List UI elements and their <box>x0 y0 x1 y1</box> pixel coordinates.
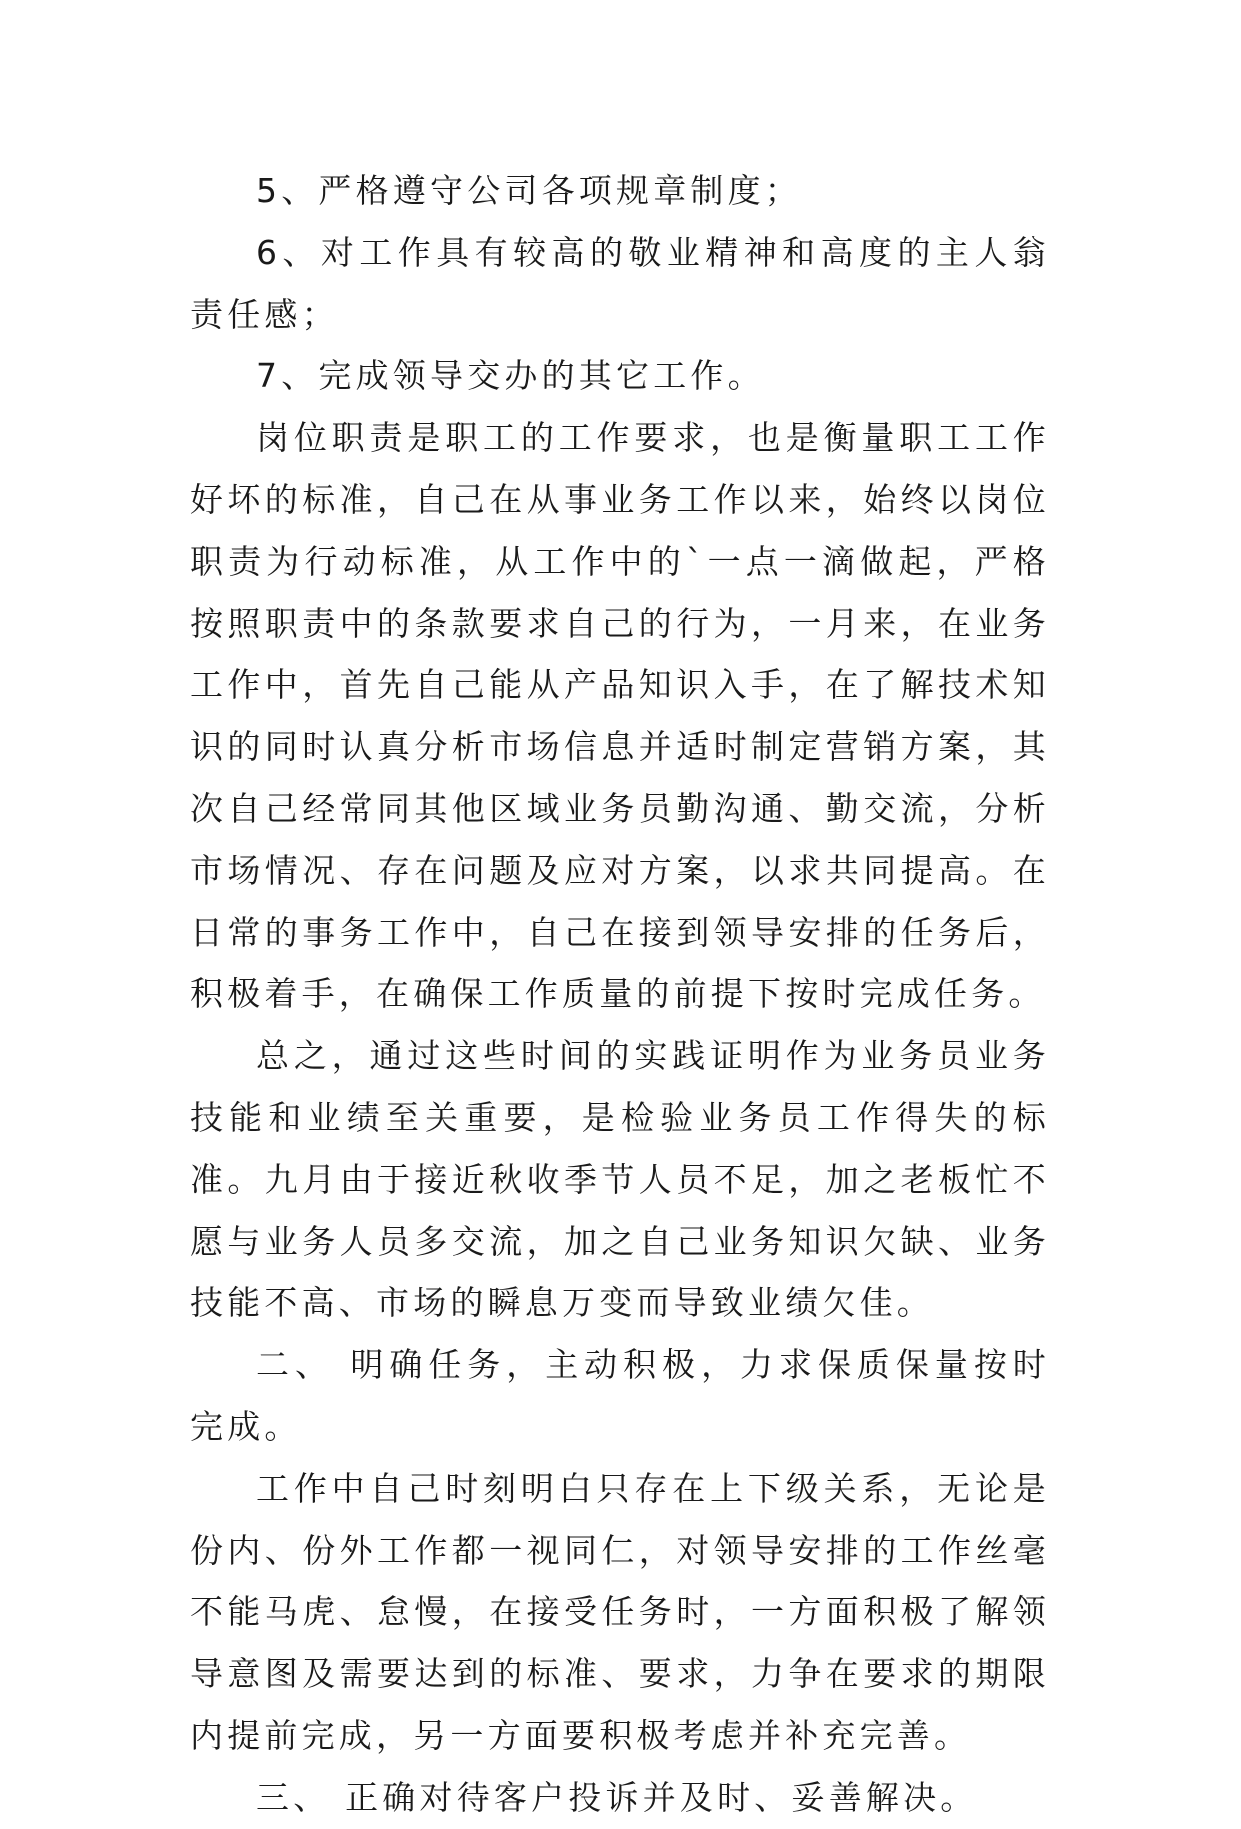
paragraph-job-duties: 岗位职责是职工的工作要求，也是衡量职工工作好坏的标准，自己在从事业务工作以来，始终以岗位职责为行动标准，从工作中的`一点一滴做起，严格按照职责中的条款要求自己的行为，一月来，在业务工作中，首先自己能从产品知识入手，在了解技术知识的同时认真分析市场信息并适时制定营销方案，其次自己经常同其他区域业务员勤沟通、勤交流，分析市场情况、存在问题及应对方案，以求共同提高。在日常的事务工作中，自己在接到领导安排的任务后，积极着手，在确保工作质量的前提下按时完成任务。 <box>190 418 1050 1014</box>
list-item-7: 7、完成领导交办的其它工作。 <box>256 356 765 396</box>
list-item-5: 5、严格遵守公司各项规章制度； <box>256 171 802 210</box>
document-body <box>190 160 1050 1829</box>
section-heading-3: 三、 正确对待客户投诉并及时、妥善解决。 <box>256 1777 978 1817</box>
paragraph-tasks: 工作中自己时刻明白只存在上下级关系，无论是份内、份外工作都一视同仁，对领导安排的工作丝毫不能马虎、怠慢，在接受任务时，一方面积极了解领导意图及需要达到的标准、要求，力争在要求的期限内提前完成，另一方面要积极考虑并补充完善。 <box>190 1468 1050 1755</box>
list-item-6: 6、对工作具有较高的敬业精神和高度的主人翁责任感； <box>190 232 1050 334</box>
paragraph-summary: 总之，通过这些时间的实践证明作为业务员业务技能和业绩至关重要，是检验业务员工作得失的标准。九月由于接近秋收季节人员不足，加之老板忙不愿与业务人员多交流，加之自己业务知识欠缺、业务技能不高、市场的瞬息万变而导致业绩欠佳。 <box>190 1036 1050 1323</box>
section-heading-2: 二、 明确任务，主动积极，力求保质保量按时完成。 <box>190 1345 1050 1446</box>
